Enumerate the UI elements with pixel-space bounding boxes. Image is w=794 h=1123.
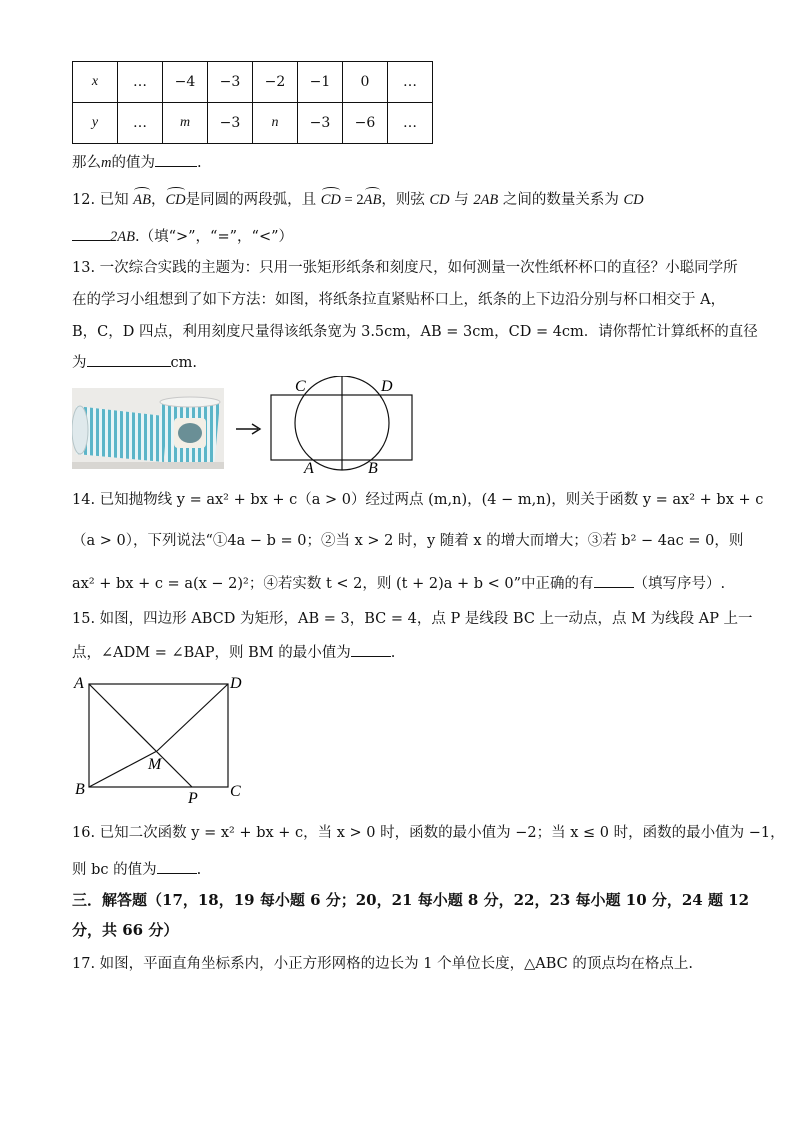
point-label-d: D <box>381 378 393 395</box>
table-cell: … <box>388 62 433 103</box>
q15-text: 点，∠ADM = ∠BAP，则 BM 的最小值为 <box>72 645 351 661</box>
q13-circle-strip-diagram <box>262 376 422 476</box>
q15-line2 <box>72 642 724 664</box>
paper-cup-photo <box>72 388 224 469</box>
q16-text: 则 bc 的值为 <box>72 862 157 878</box>
q12-text: .（填“>”，“=”，“<”） <box>134 229 294 245</box>
q12-text: 之间的数量关系为 <box>502 192 619 208</box>
table-cell: … <box>388 103 433 144</box>
segment-bm <box>89 751 157 787</box>
q16-text: . <box>196 862 202 878</box>
q16-answer-blank[interactable] <box>157 859 197 874</box>
section-heading-line1: 三．解答题（17，18，19 每小题 6 分；20，21 每小题 8 分，22，23 每小题 10 分，24 题 12 <box>72 891 750 909</box>
table-cell: −3 <box>298 103 343 144</box>
q12-text: ， <box>151 192 166 208</box>
table-cell: … <box>118 62 163 103</box>
q11-text: . <box>196 155 202 171</box>
arc-cd: CD <box>321 190 341 211</box>
table-cell: m <box>163 103 208 144</box>
point-label-a: A <box>74 675 84 692</box>
table-cell: n <box>253 103 298 144</box>
table-cell: −2 <box>253 62 298 103</box>
chord-cd: CD <box>429 192 450 208</box>
q11-answer-line <box>72 152 724 174</box>
q16-line1: 16. 已知二次函数 y = x² + bx + c，当 x > 0 时，函数的最小值为 −2；当 x ≤ 0 时，函数的最小值为 −1， <box>72 825 785 841</box>
q14-text: ax² + bx + c = a(x − 2)²；④若实数 t < 2，则 (t + 2)a + b < 0”中正确的有 <box>72 576 594 592</box>
q11-text: 的值为 <box>111 155 155 171</box>
point-label-m: M <box>148 756 162 773</box>
point-label-c: C <box>230 783 241 800</box>
chord-2ab: 2AB <box>473 192 499 208</box>
q13-line1: 13. 一次综合实践的主题为：只用一张矩形纸条和刻度尺，如何测量一次性纸杯杯口的直径？小聪同学所 <box>72 260 738 276</box>
segment-dm <box>157 684 228 751</box>
q15-line1: 15. 如图，四边形 ABCD 为矩形，AB = 3，BC = 4，点 P 是线段 BC 上一动点，点 M 为线段 AP 上一 <box>72 611 753 627</box>
q14-text: （填写序号）. <box>633 576 726 592</box>
arc-ab: AB <box>133 190 151 211</box>
table-row-y <box>73 103 433 144</box>
arrow-right-icon <box>234 421 264 437</box>
point-label-d: D <box>230 675 242 692</box>
table-row-x <box>73 62 433 103</box>
table-cell: −3 <box>208 62 253 103</box>
point-label-c: C <box>295 378 306 395</box>
q14-line3 <box>72 573 724 595</box>
q14-line1: 14. 已知抛物线 y = ax² + bx + c（a > 0）经过两点 (m,n)，(4 − m,n)，则关于函数 y = ax² + bx + c <box>72 492 764 508</box>
q12-text: 与 <box>454 192 469 208</box>
arc-cd: CD <box>166 190 186 211</box>
segment-ap <box>89 684 192 787</box>
q12-answer-blank[interactable] <box>72 226 110 241</box>
point-label-p: P <box>188 790 198 807</box>
q12-text: ，则弦 <box>381 192 425 208</box>
q15-answer-blank[interactable] <box>351 642 391 657</box>
q12-text: 已知 <box>99 192 129 208</box>
q16-line2 <box>72 859 724 881</box>
table-cell: −3 <box>208 103 253 144</box>
q11-text: 那么 <box>72 155 101 171</box>
q14-line2: （a > 0），下列说法“①4a − b = 0；②当 x > 2 时，y 随着 x 的增大而增大；③若 b² − 4ac = 0，则 <box>72 533 744 549</box>
table-cell: 0 <box>343 62 388 103</box>
q12-text: 是同圆的两段弧，且 <box>185 192 317 208</box>
q13-line3: B，C，D 四点，利用刻度尺量得该纸条宽为 3.5cm，AB = 3cm，CD = 4cm．请你帮忙计算纸杯的直径 <box>72 324 758 340</box>
table-cell: y <box>73 103 118 144</box>
q17-line1: 17. 如图，平面直角坐标系内，小正方形网格的边长为 1 个单位长度，△ABC 的顶点均在格点上. <box>72 956 693 972</box>
q12-line1 <box>72 190 724 211</box>
section-heading-line2: 分，共 66 分） <box>72 921 179 939</box>
q15-text: . <box>390 645 396 661</box>
q14-answer-blank[interactable] <box>594 573 634 588</box>
q12-line2 <box>72 226 724 248</box>
q11-answer-blank[interactable] <box>155 152 197 167</box>
table-cell: … <box>118 103 163 144</box>
q15-rectangle-diagram <box>72 672 252 807</box>
table-cell: x <box>73 62 118 103</box>
table-cell: −6 <box>343 103 388 144</box>
q13-answer-blank[interactable] <box>87 352 171 367</box>
arc-ab: AB <box>364 190 382 211</box>
chord-cd: CD <box>623 192 644 208</box>
q13-line4 <box>72 352 724 374</box>
q13-line2: 在的学习小组想到了如下方法：如图，将纸条拉直紧贴杯口上，纸条的上下边沿分别与杯口相交于 A， <box>72 292 726 308</box>
q11-variable: m <box>101 155 112 171</box>
table-cell: −4 <box>163 62 208 103</box>
value-table <box>72 61 433 144</box>
chord-2ab: 2AB <box>110 229 135 245</box>
q13-text: 为 <box>72 355 87 371</box>
q13-text: cm. <box>170 355 197 371</box>
point-label-b: B <box>368 460 378 476</box>
point-label-a: A <box>304 460 314 476</box>
q12-equation: = 2 <box>340 192 364 208</box>
table-cell: −1 <box>298 62 343 103</box>
point-label-b: B <box>75 781 85 798</box>
question-number: 12. <box>72 192 96 208</box>
